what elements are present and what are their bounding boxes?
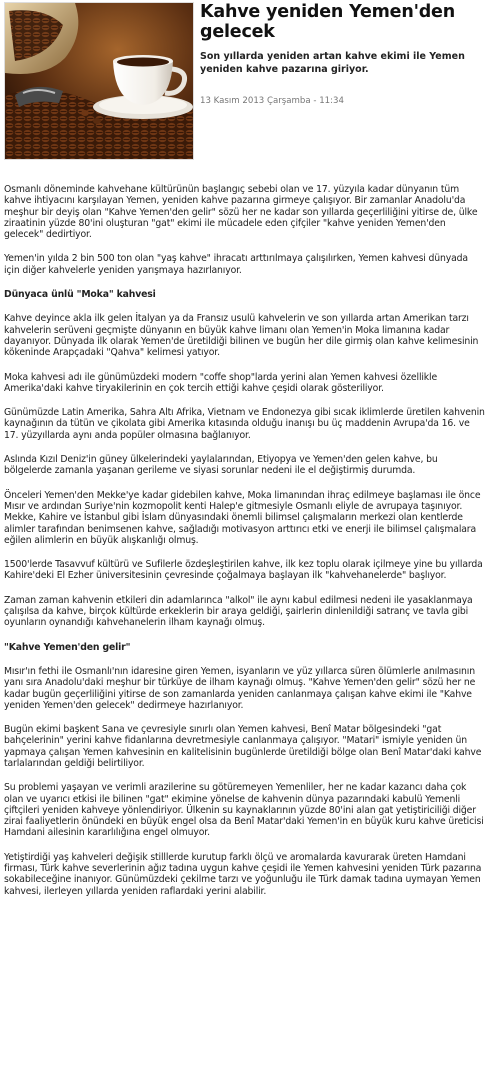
paragraph: Mısır'ın fethi ile Osmanlı'nın idaresine giren Yemen, isyanların ve yüz yıllarca süren ölümlerle anılmasının yanı sıra Anadolu'daki meşhur bir türküye de ilham kaynağı olmuş. "Kahve Yemen'den gelir" sözü her ne kadar bugün geçerliliğini yitirse de son zamanlarda yeniden canlanmaya çalışan kahve ekimi ile "Kahve yeniden Yemen'den gelecek" dedirmeye hazırlanıyor. — [4, 665, 476, 711]
paragraph: Moka kahvesi adı ile günümüzdeki modern "coffe shop"larda yerini alan Yemen kahvesi özellikle Amerika'daki kahve tiryakilerinin en çok tercih ettiği kahve çeşidi olarak gösteriliyor. — [4, 371, 438, 394]
paragraph: Kahve deyince akla ilk gelen İtalyan ya da Fransız usulü kahvelerin ve son yıllarda artan Amerikan tarzı kahvelerin serüveni geçmişte dünyanın en büyük kahve limanı olan Yemen'in Moka limanına kadar dayanıyor. Dünyada ilk olarak Yemen'de üretildiği bilinen ve bugün her dile girmiş olan kahve kelimesinin kökeninde Arapçadaki "Qahva" kelimesi yatıyor. — [4, 313, 479, 359]
paragraph: Zaman zaman kahvenin etkileri din adamlarınca "alkol" ile aynı kabul edilmesi nedeni ile yasaklanmaya çalışılsa da kahve, birçok kültürde erkeklerin bir araya geldiği, şairlerin dinlenildiği satranç ve tavla gibi oyunların oynandığı kahvehanelerin ilham kaynağı olmuş. — [4, 594, 473, 629]
article-date: 13 Kasım 2013 Çarşamba - 11:34 — [200, 96, 344, 106]
coffee-cup-image — [5, 3, 193, 159]
paragraph: Yetiştirdiği yaş kahveleri değişik stilllerde kurutup farklı ölçü ve aromalarda kavurarak üreten Hamdani firması, Türk kahve severlerinin ağız tadına uygun kahve çeşidi ile Yemen kahvesini yeniden Türk pazarına sokabileceğine inanıyor. Günümüzdeki çekilme tarzı ve yoğunluğu ile Türk damak tadına uymayan Yemen kahvesi, ilerleyen yıllarda yeniden raflardaki yerini alabilir. — [4, 851, 482, 897]
article-subtitle: Son yıllarda yeniden artan kahve ekimi ile Yemen yeniden kahve pazarına giriyor. — [200, 51, 465, 75]
paragraph: Günümüzde Latin Amerika, Sahra Altı Afrika, Vietnam ve Endonezya gibi sıcak iklimlerde üretilen kahvenin kaynağının da tütün ve çikolata gibi Amerika kıtasında olduğu inanışı bu üç maddenin Avrupa'da 16. ve 17. yüzyıllarda aynı anda popüler olmasına bağlanıyor. — [4, 407, 485, 441]
paragraph: Su problemi yaşayan ve verimli arazilerine su götüremeyen Yemenliler, her ne kadar kazancı daha çok olan ve uyarıcı etkisi ile bilinen "gat" ekimine yönelse de kahvenin dünya pazarındaki kabulü Yemenli çiftçileri yeniden kahveye yönlendiriyor. Ülkenin su kaynaklarının yüzde 80'ini alan gat yetiştiriciliği diğer zirai faaliyetlerin önündeki en büyük engel olsa da Benî Matar'daki Yemen'in en büyük kuru kahve üreticisi Hamdani ailesinin kararlılığına engel olmuyor. — [4, 782, 484, 839]
section-heading: Dünyaca ünlü "Moka" kahvesi — [4, 289, 156, 301]
paragraph: 1500'lerde Tasavvuf kültürü ve Sufilerle özdeşleştirilen kahve, ilk kez toplu olarak içilmeye yine bu yıllarda Kahire'deki El Ezher üniversitesinin çevresinde çoğalmaya başlayan ilk "kahvehanelerde" başlıyor. — [4, 559, 483, 582]
paragraph: Aslında Kızıl Deniz'in güney ülkelerindeki yaylalarından, Etiyopya ve Yemen'den gelen kahve, bu bölgelerde zamanla yaşanan gerileme ve siyasi sorunlar nedeni ile el değiştirmiş durumda. — [4, 454, 438, 477]
article-title: Kahve yeniden Yemen'den gelecek — [200, 2, 455, 42]
paragraph: Bugün ekimi başkent Sana ve çevresiyle sınırlı olan Yemen kahvesi, Benî Matar bölgesindeki "gat bahçelerinin" yerini kahve fidanlarına devretmesiyle canlanmaya çalışıyor. "Matari" ismiyle yeniden ün yapmaya çalışan Yemen kahvesinin en kalitelisinin bugünlerde üretildiği bölge olan Benî Matar'daki kahve tarlalarından geldiği belirtiliyor. — [4, 724, 482, 769]
paragraph: Önceleri Yemen'den Mekke'ye kadar gidebilen kahve, Moka limanından ihraç edilmeye başlaması ile önce Mısır ve ardından Suriye'nin kozmopolit kenti Halep'e gitmesiyle Osmanlı eliyle de avrupaya taşınıyor. Mekke, Kahire ve İstanbul gibi İslam dünyasındaki önemli bilimsel çalışmaların merkezi olan kentlerde alimler tarafından benimsenen kahve, sağladığı motivasyon arttırıcı etki ve enerji ile bilimsel çalışmalara eğilen alimlerin en büyük alışkanlığı olmuş. — [4, 489, 481, 546]
article-body — [4, 184, 486, 910]
section-heading: "Kahve Yemen'den gelir" — [4, 641, 131, 653]
paragraph: Yemen'in yılda 2 bin 500 ton olan "yaş kahve" ihracatı arttırılmaya çalışılırken, Yemen kahvesi dünyada için diğer kahvelerle yeniden yarışmaya hazırlanıyor. — [4, 253, 468, 276]
article-image — [4, 2, 194, 160]
article-header — [200, 2, 486, 106]
paragraph: Osmanlı döneminde kahvehane kültürünün başlangıç sebebi olan ve 17. yüzyıla kadar dünyanın tüm kahve ihtiyacını karşılayan Yemen, yeniden kahve pazarına girmeye çalışıyor. Bir zamanlar Anadolu'da meşhur bir deyiş olan "Kahve Yemen'den gelir" sözü her ne kadar son yıllarda geçerliliğini yitirse de, ülke ziraatinin yüzde 80'ini oluşturan "gat" ekimi ile mücadele eden çifçiler "kahve yeniden Yemen'den gelecek" dedirtiyor. — [4, 184, 478, 241]
